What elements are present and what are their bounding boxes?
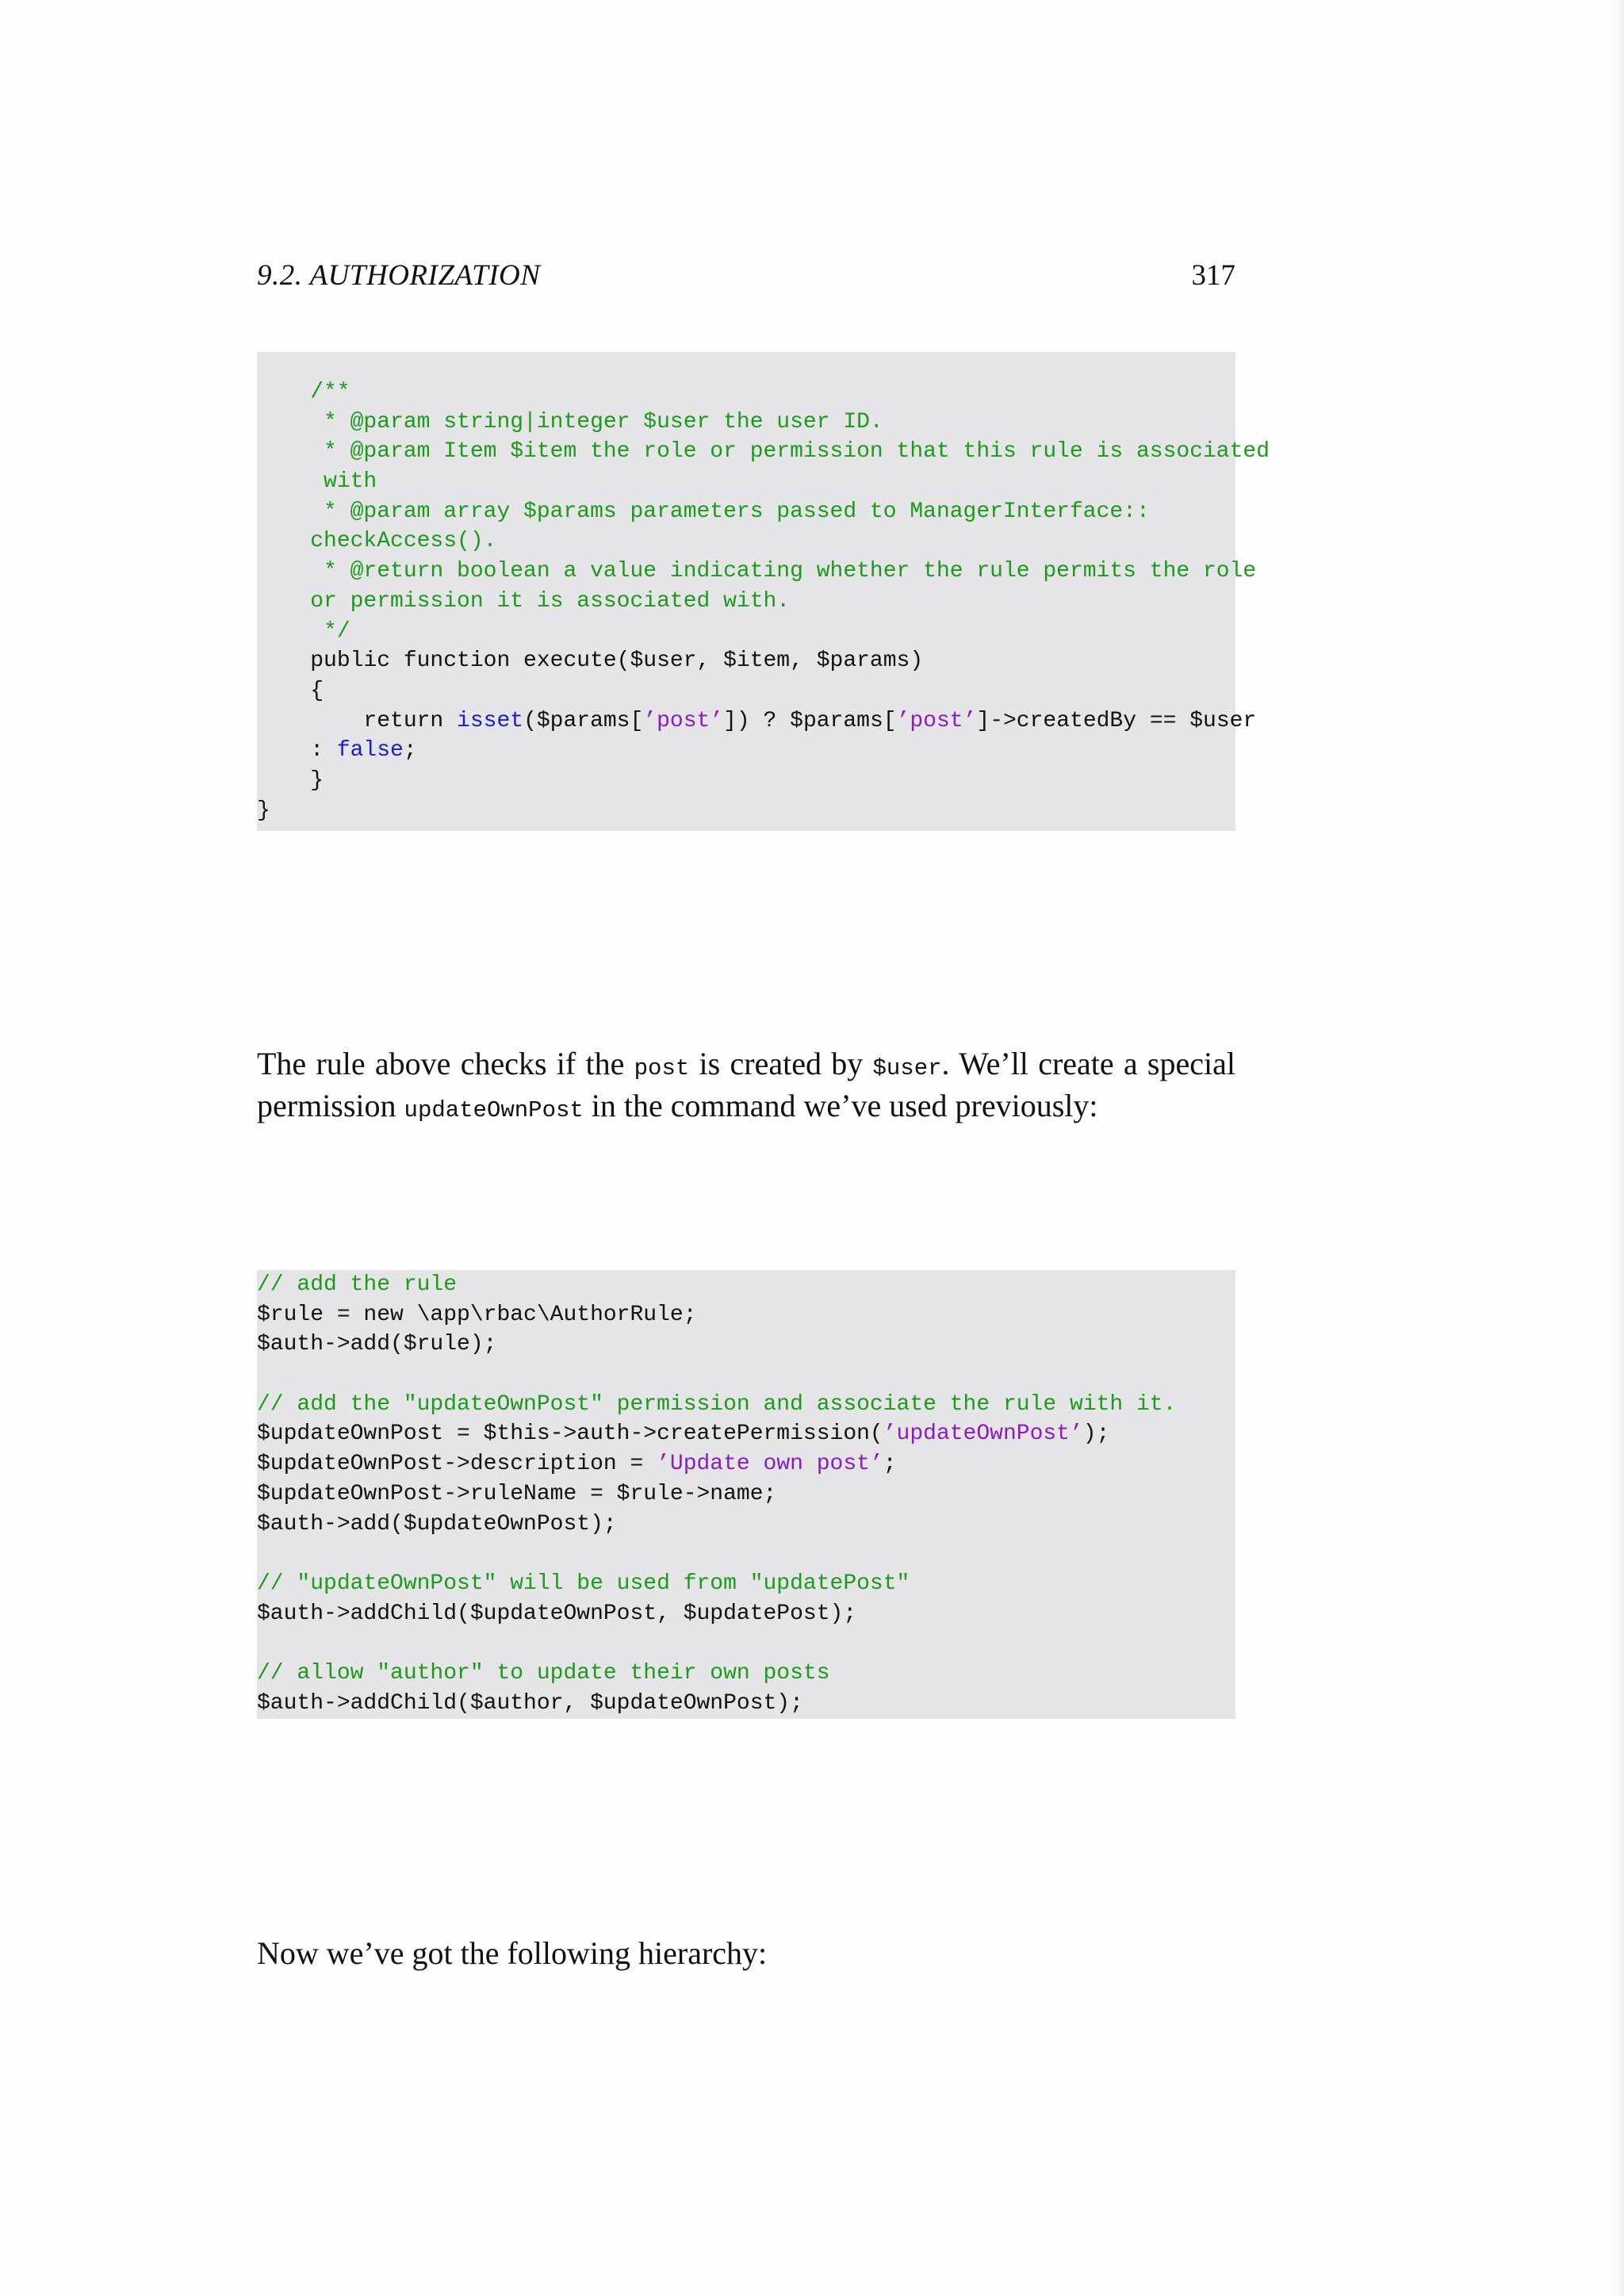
code-token-plain: $auth->addChild($updateOwnPost, $updatePost); — [257, 1601, 857, 1626]
code-token-plain: $auth->add($updateOwnPost); — [257, 1511, 617, 1536]
paragraph-hierarchy-intro: Now we’ve got the following hierarchy: — [257, 1935, 768, 1971]
code-line — [257, 526, 1235, 557]
page-edge-shade — [1616, 0, 1624, 2296]
running-head: 9.2. AUTHORIZATION — [257, 259, 541, 292]
page-header — [257, 258, 1235, 298]
paragraph-rule-explanation — [257, 1045, 1235, 1129]
code-token-plain: : — [257, 738, 337, 763]
code-line — [257, 736, 1235, 766]
code-line — [257, 1360, 1235, 1390]
code-line — [257, 1300, 1235, 1330]
code-line — [257, 497, 1235, 527]
paragraph-text: is created by — [689, 1046, 873, 1081]
code-line — [257, 766, 1235, 796]
code-token-comment: or permission it is associated with. — [257, 588, 791, 614]
code-line — [257, 1330, 1235, 1360]
code-token-comment: * @param Item $item the role or permission that this rule is associated — [257, 439, 1270, 465]
code-token-plain: $updateOwnPost->description = — [257, 1452, 657, 1477]
code-token-keyword: isset — [457, 708, 524, 733]
code-token-plain: ); — [1082, 1422, 1110, 1447]
paragraph-text: in the command we’ve used previously: — [583, 1088, 1098, 1123]
inline-code: updateOwnPost — [404, 1097, 584, 1123]
code-line — [257, 1449, 1235, 1479]
code-line — [257, 1659, 1235, 1689]
code-token-comment: /** — [257, 380, 350, 404]
code-token-plain: $rule = new \app\rbac\AuthorRule; — [257, 1302, 697, 1327]
code-token-plain: ; — [883, 1452, 897, 1477]
code-line — [257, 1569, 1235, 1599]
code-line — [257, 467, 1235, 497]
page-number: 317 — [1191, 259, 1235, 292]
code-token-comment: * @param string|integer $user the user ID. — [257, 409, 883, 434]
code-line — [257, 676, 1235, 706]
code-token-comment: * @return boolean a value indicating whether the rule permits the role — [257, 559, 1257, 584]
code-token-plain: $auth->addChild($author, $updateOwnPost); — [257, 1690, 803, 1716]
paragraph-text: . We’ll create a special permission — [257, 1046, 1235, 1123]
code-token-plain: ]->createdBy == $user — [976, 708, 1257, 733]
code-token-string: ’Update own post’ — [657, 1452, 883, 1477]
code-token-plain: $updateOwnPost = $this->auth->createPermission( — [257, 1422, 883, 1447]
code-token-plain: ; — [403, 738, 417, 763]
code-line — [257, 706, 1257, 737]
code-token-plain: ($params[ — [523, 708, 644, 733]
code-token-plain: { — [257, 678, 324, 703]
code-line — [257, 796, 1235, 826]
code-line — [257, 557, 1257, 587]
code-token-plain: } — [257, 767, 324, 793]
code-line — [257, 646, 1235, 676]
code-token-comment: with — [257, 469, 377, 495]
inline-code: $user — [872, 1055, 942, 1081]
code-line — [257, 408, 1235, 438]
code-token-comment: * @param array $params parameters passed to ManagerInterface:: — [257, 499, 1150, 524]
code-token-plain: $auth->add($rule); — [257, 1332, 497, 1357]
code-line — [257, 1419, 1235, 1449]
code-line — [257, 1689, 1235, 1719]
code-token-comment: // add the rule — [257, 1272, 458, 1297]
paragraph-text: The rule above checks if the — [257, 1046, 634, 1081]
code-token-comment: // "updateOwnPost" will be used from "updatePost" — [257, 1571, 910, 1596]
code-token-string: ’updateOwnPost’ — [883, 1422, 1083, 1447]
code-token-comment: */ — [257, 618, 350, 644]
code-line — [257, 587, 1235, 617]
code-block-execute-method — [257, 352, 1270, 831]
code-line — [257, 1628, 1235, 1659]
code-line — [257, 437, 1270, 467]
code-token-string: ’post’ — [896, 708, 977, 733]
code-token-plain: return — [257, 708, 458, 733]
code-token-string: ’post’ — [643, 708, 724, 733]
code-token-plain: public function execute($user, $item, $params) — [257, 649, 924, 674]
code-line — [257, 377, 1235, 408]
code-token-keyword: false — [336, 738, 404, 763]
code-line — [257, 1510, 1235, 1540]
code-token-plain: } — [257, 798, 270, 823]
code-line — [257, 1599, 1235, 1629]
code-token-comment: // add the "updateOwnPost" permission and associate the rule with it. — [257, 1391, 1177, 1417]
code-token-plain: $updateOwnPost->ruleName = $rule->name; — [257, 1481, 777, 1506]
code-token-plain: ]) ? $params[ — [723, 708, 897, 733]
code-line — [257, 1270, 1235, 1300]
code-token-comment: // allow "author" to update their own posts — [257, 1660, 830, 1686]
inline-code: post — [634, 1055, 690, 1081]
code-line — [257, 1479, 1235, 1510]
code-token-comment: checkAccess(). — [257, 529, 497, 554]
code-line — [257, 1539, 1235, 1569]
code-block-add-rule — [257, 1270, 1235, 1719]
code-line — [257, 1390, 1235, 1420]
code-line — [257, 617, 1235, 647]
